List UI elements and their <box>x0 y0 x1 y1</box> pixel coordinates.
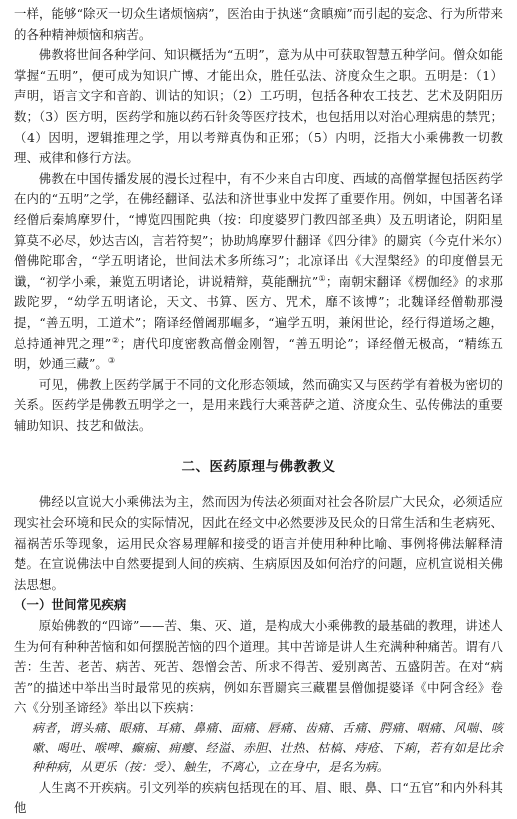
paragraph-conclusion: 可见，佛教上医药学属于不同的文化形态领域，然而确实又与医药学有着极为密切的关系。医药学是佛教五明学之一，是用来践行大乘菩萨之道、济度众生、弘传佛法的重要辅助知识、技艺和做法。 <box>14 376 503 433</box>
para3-text-c: ；唐代印度密教高僧金刚智，“善五明论”；译经僧无极高，“精练五明，妙通三藏”。 <box>14 335 503 372</box>
paragraph-five-knowledges: 佛教将世间各种学问、知识概括为“五明”，意为从中可获取智慧五种学问。僧众如能掌握“五明”，便可成为知识广博、才能出众，胜任弘法、济度众生之职。五明是：（1）声明，语言文字和音韵、训诂的知识；（2）工巧明，包括各种农工技艺、艺术及阴阳历数；（3）医方明，医药学和施以药石针灸等医疗技术，也包括用以对治心理病患的禁咒；（4）因明，逻辑推理之学，用以考辩真伪和正邪；（5）内明，泛指大小乘佛教一切教理、戒律和修行方法。 <box>14 47 503 166</box>
footnote-ref-1[interactable]: ① <box>318 273 326 283</box>
para3-text-b: ；南朝宋翻译《楞伽经》的求那跋陀罗，“幼学五明诸论，天文、书算、医方、咒术，靡不该博”；北魏译经僧勒那漫提，“善五明，工道术”；隋译经僧阇那崛多，“遍学五明，兼闲世论，经行得道场之趣，总持通神咒之理” <box>14 273 504 351</box>
para3-text: 佛教在中国传播发展的漫长过程中，有不少来自古印度、西域的高僧掌握包括医药学在内的“五明”之学，在佛经翻译、弘法和济世事业中发挥了重要作用。例如，中国著名译经僧后秦鸠摩罗什，“博览四围陀典（按：印度婆罗门教四部圣典）及五明诸论，阴阳星算莫不必尽，妙达吉凶，言若符契”；协助鸠摩罗什翻译《四分律》的罽宾（今克什米尔）僧佛陀耶舍，“学五明诸论，世间法术多所练习”；北凉译出《大涅槃经》的印度僧昙无谶，“初学小乘，兼览五明诸论，讲说精辩，莫能酬抗” <box>14 170 503 289</box>
footnote-ref-2[interactable]: ② <box>111 335 120 345</box>
subsection-heading: （一）世间常见疾病 <box>14 597 127 613</box>
paragraph-monks <box>14 169 503 375</box>
paragraph-last: 人生离不开疾病。引文列举的疾病包括现在的耳、眉、眼、鼻、口“五官”和内外科其他 <box>14 779 503 816</box>
sutra-quote: 病者，谓头痛、眼痛、耳痛、鼻痛、面痛、唇痛、齿痛、舌痛、腭痛、咽痛、风喘、咳嗽、喝吐、喉啤、癫痫、痈瘿、经溢、赤胆、壮热、枯槁、痔疮、下痢，若有如是比余种种病，从更乐（按：受）、触生，不离心，立在身中，是名为病。 <box>32 721 503 774</box>
paragraph-1-tail: 一样，能够“除灭一切众生诸烦恼病”，医治由于执迷“贪瞋痴”而引起的妄念、行为所带来的各种精神烦恼和病苦。 <box>14 6 503 42</box>
footnote-ref-3[interactable]: ③ <box>107 355 116 365</box>
paragraph-intro: 佛经以宣说大小乘佛法为主，然而因为传法必须面对社会各阶层广大民众，必须适应现实社会环境和民众的实际情况，因此在经文中必然要涉及民众的日常生活和生老病死、福祸苦乐等现象，运用民众容易理解和接受的语言并使用种种比喻、事例将佛法解释清楚。在宣说佛法中自然要提到人间的疾病、生病原因及如何治疗的问题，应机宣说相关佛法思想。 <box>14 494 503 592</box>
paragraph-four-truths: 原始佛教的“四谛”——苦、集、灭、道，是构成大小乘佛教的最基础的教理，讲述人生为何有种种苦恼和如何摆脱苦恼的四个道理。其中苦谛是讲人生充满种种痛苦。谓有八苦：生苦、老苦、病苦、死苦、怨憎会苦、所求不得苦、爱别离苦、五盛阴苦。在对“病苦”的描述中举出当时最常见的疾病，例如东晋罽宾三藏瞿昙僧伽提婆译《中阿含经》卷六《分别圣谛经》举出以下疾病： <box>14 618 503 716</box>
section-title: 二、医药原理与佛教教义 <box>181 459 336 476</box>
